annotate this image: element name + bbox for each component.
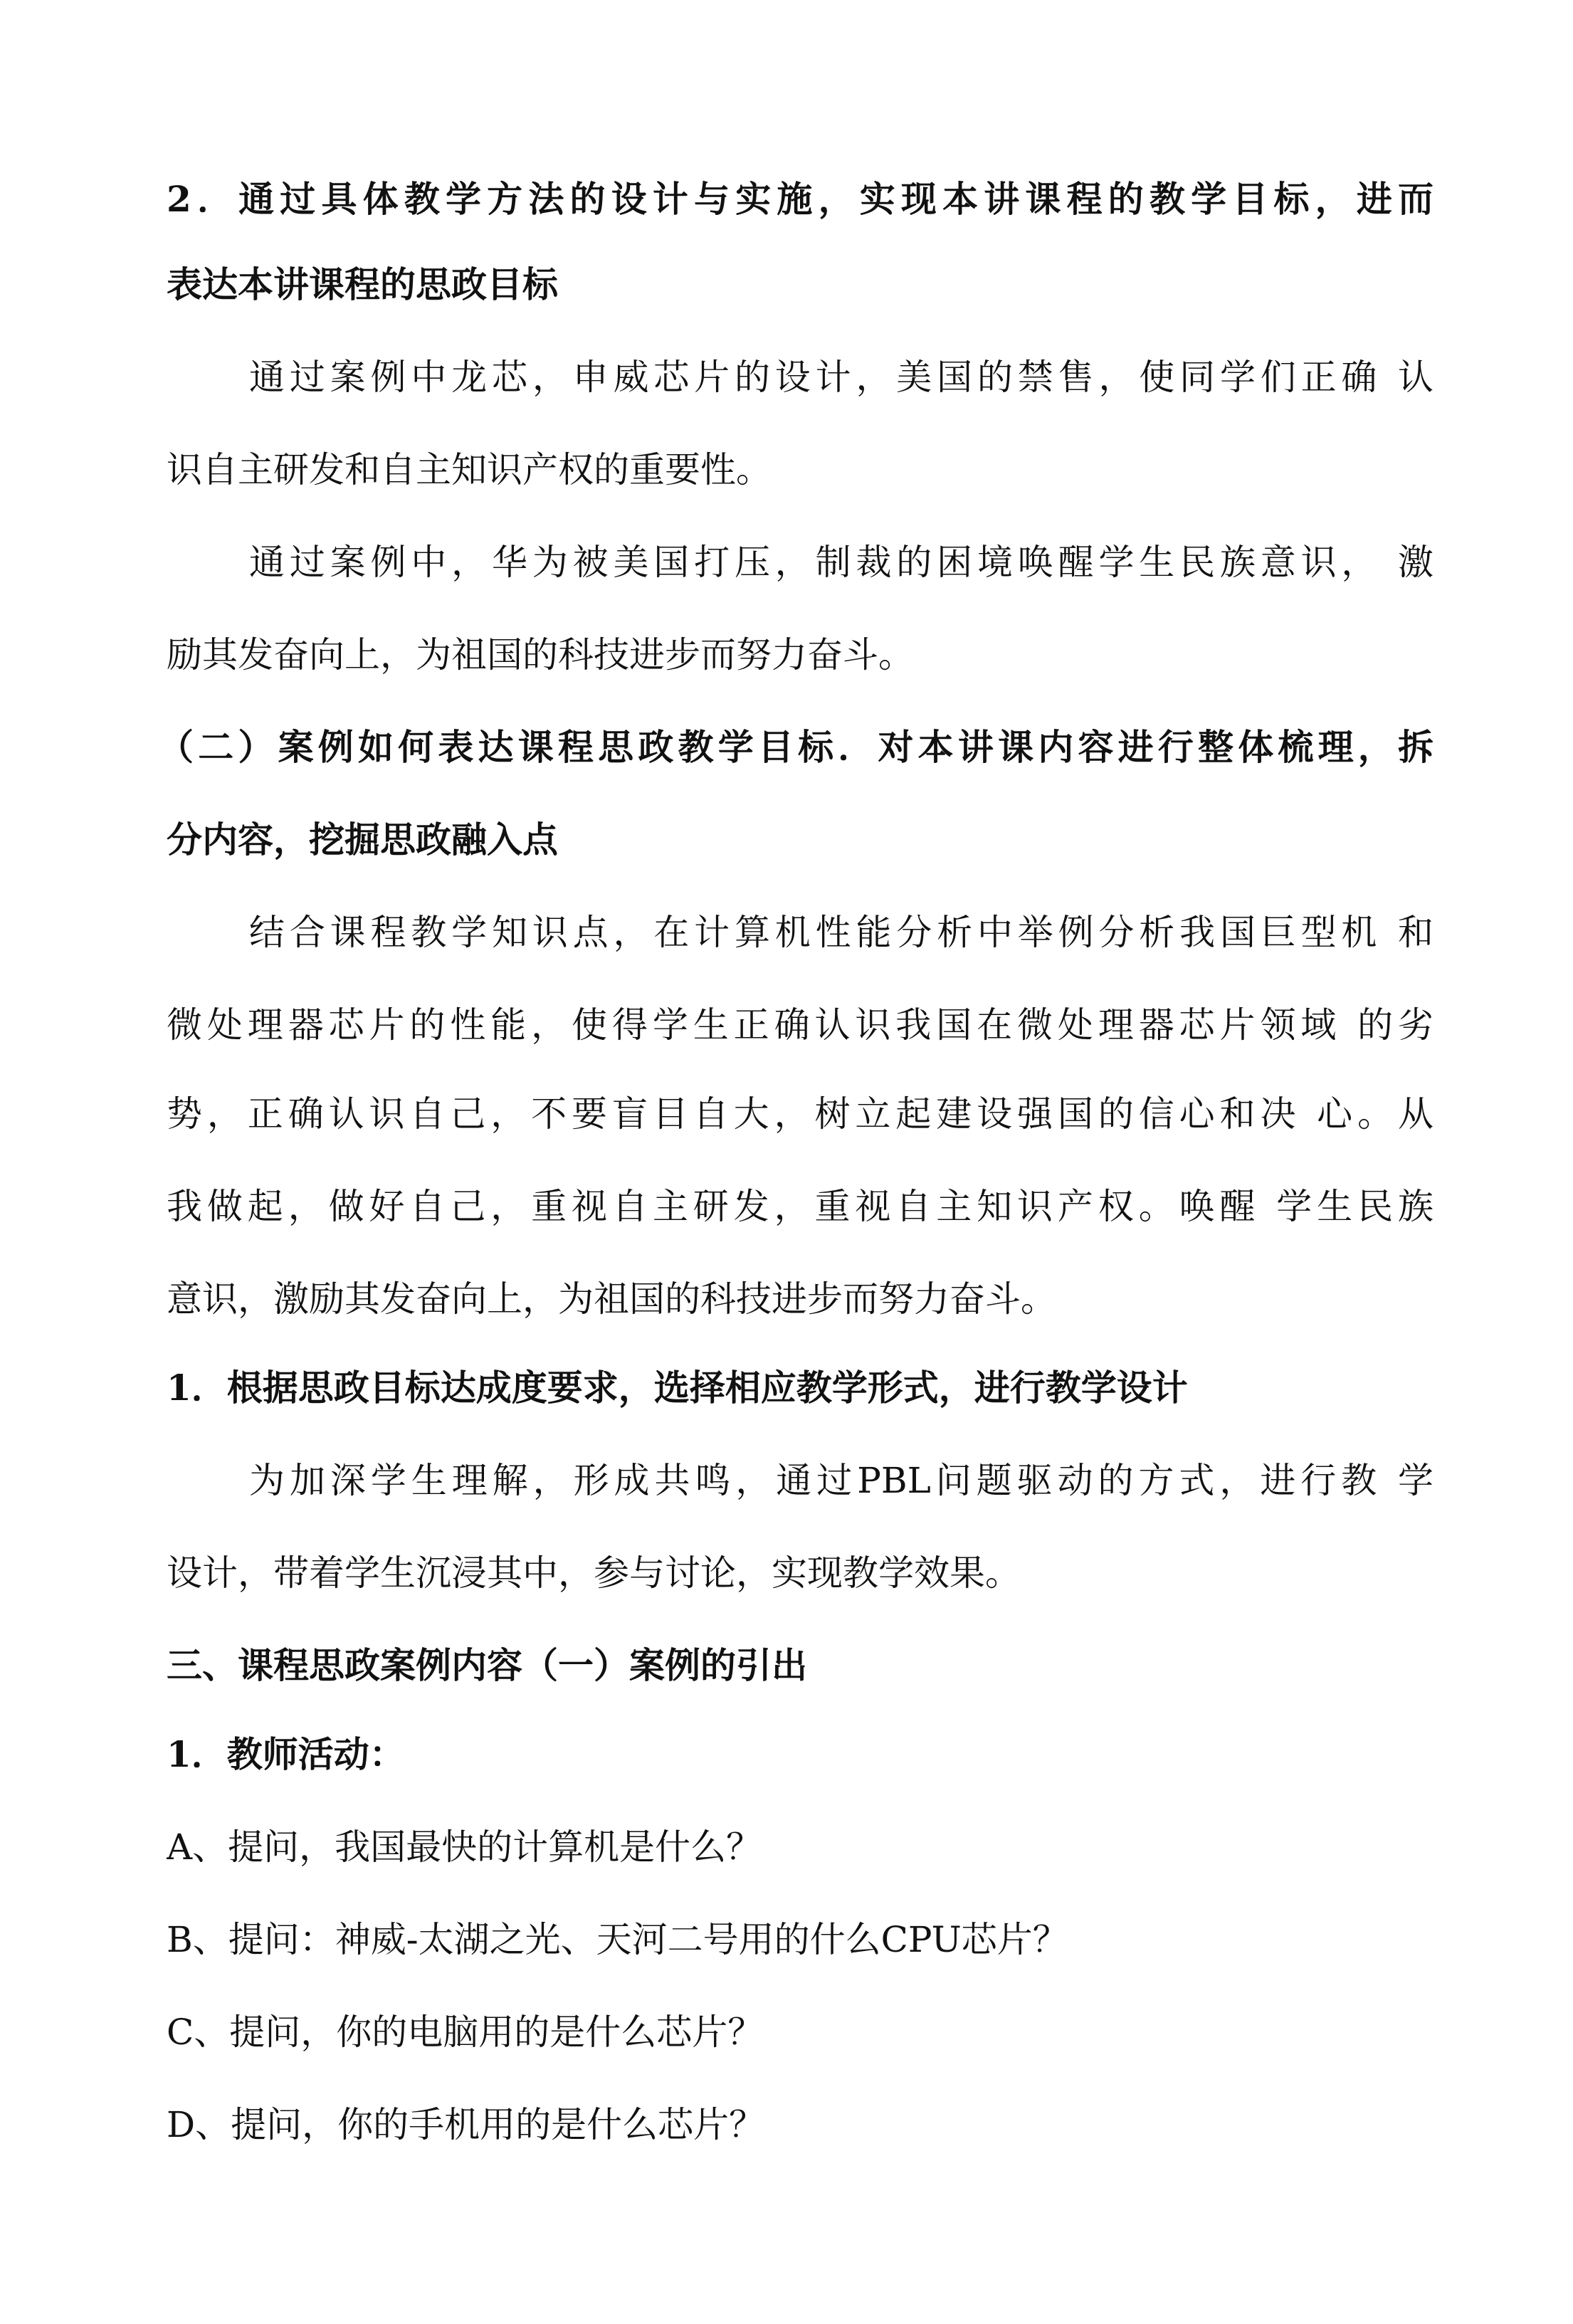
paragraph-knowledge-points-l2: 微处理器芯片的性能，使得学生正确认识我国在微处理器芯片领域 的劣 bbox=[167, 1004, 1433, 1046]
list-item-question-a: A、提问，我国最快的计算机是什么？ bbox=[167, 1826, 762, 1868]
paragraph-knowledge-points-l5: 意识，激励其发奋向上，为祖国的科技进步而努力奋斗。 bbox=[167, 1278, 1056, 1320]
list-item-question-c: C、提问，你的电脑用的是什么芯片？ bbox=[167, 2012, 764, 2053]
paragraph-huawei-cont: 励其发奋向上，为祖国的科技进步而努力奋斗。 bbox=[167, 634, 914, 675]
paragraph-huawei: 通过案例中，华为被美国打压，制裁的困境唤醒学生民族意识， 激 bbox=[249, 542, 1433, 583]
paragraph-pbl-cont: 设计，带着学生沉浸其中，参与讨论，实现教学效果。 bbox=[167, 1552, 1021, 1594]
paragraph-pbl: 为加深学生理解，形成共鸣，通过PBL问题驱动的方式，进行教 学 bbox=[249, 1460, 1433, 1501]
paragraph-knowledge-points-l4: 我做起，做好自己，重视自主研发，重视自主知识产权。唤醒 学生民族 bbox=[167, 1186, 1433, 1227]
heading-case-objectives: （二）案例如何表达课程思政教学目标．对本讲课内容进行整体梳理，拆 bbox=[158, 726, 1433, 768]
heading-method-design-cont: 表达本讲课程的思政目标 bbox=[167, 263, 558, 305]
paragraph-knowledge-points-l3: 势，正确认识自己，不要盲目自大，树立起建设强国的信心和决 心。从 bbox=[167, 1093, 1433, 1135]
paragraph-loongson-cont: 识自主研发和自主知识产权的重要性。 bbox=[167, 449, 772, 490]
paragraph-loongson: 通过案例中龙芯，申威芯片的设计，美国的禁售，使同学们正确 认 bbox=[249, 357, 1433, 398]
list-item-question-b: B、提问：神威-太湖之光、天河二号用的什么CPU芯片？ bbox=[167, 1919, 1068, 1960]
heading-method-design: 2．通过具体教学方法的设计与实施，实现本讲课程的教学目标，进而 bbox=[167, 178, 1433, 220]
heading-case-content: 三、课程思政案例内容（一）案例的引出 bbox=[167, 1644, 807, 1686]
heading-teacher-activity: 1．教师活动： bbox=[167, 1733, 405, 1775]
heading-teaching-form: 1．根据思政目标达成度要求，选择相应教学形式，进行教学设计 bbox=[167, 1367, 1188, 1409]
list-item-question-d: D、提问，你的手机用的是什么芯片？ bbox=[167, 2104, 765, 2145]
heading-case-objectives-cont: 分内容，挖掘思政融入点 bbox=[167, 819, 558, 861]
paragraph-knowledge-points: 结合课程教学知识点，在计算机性能分析中举例分析我国巨型机 和 bbox=[249, 912, 1433, 953]
